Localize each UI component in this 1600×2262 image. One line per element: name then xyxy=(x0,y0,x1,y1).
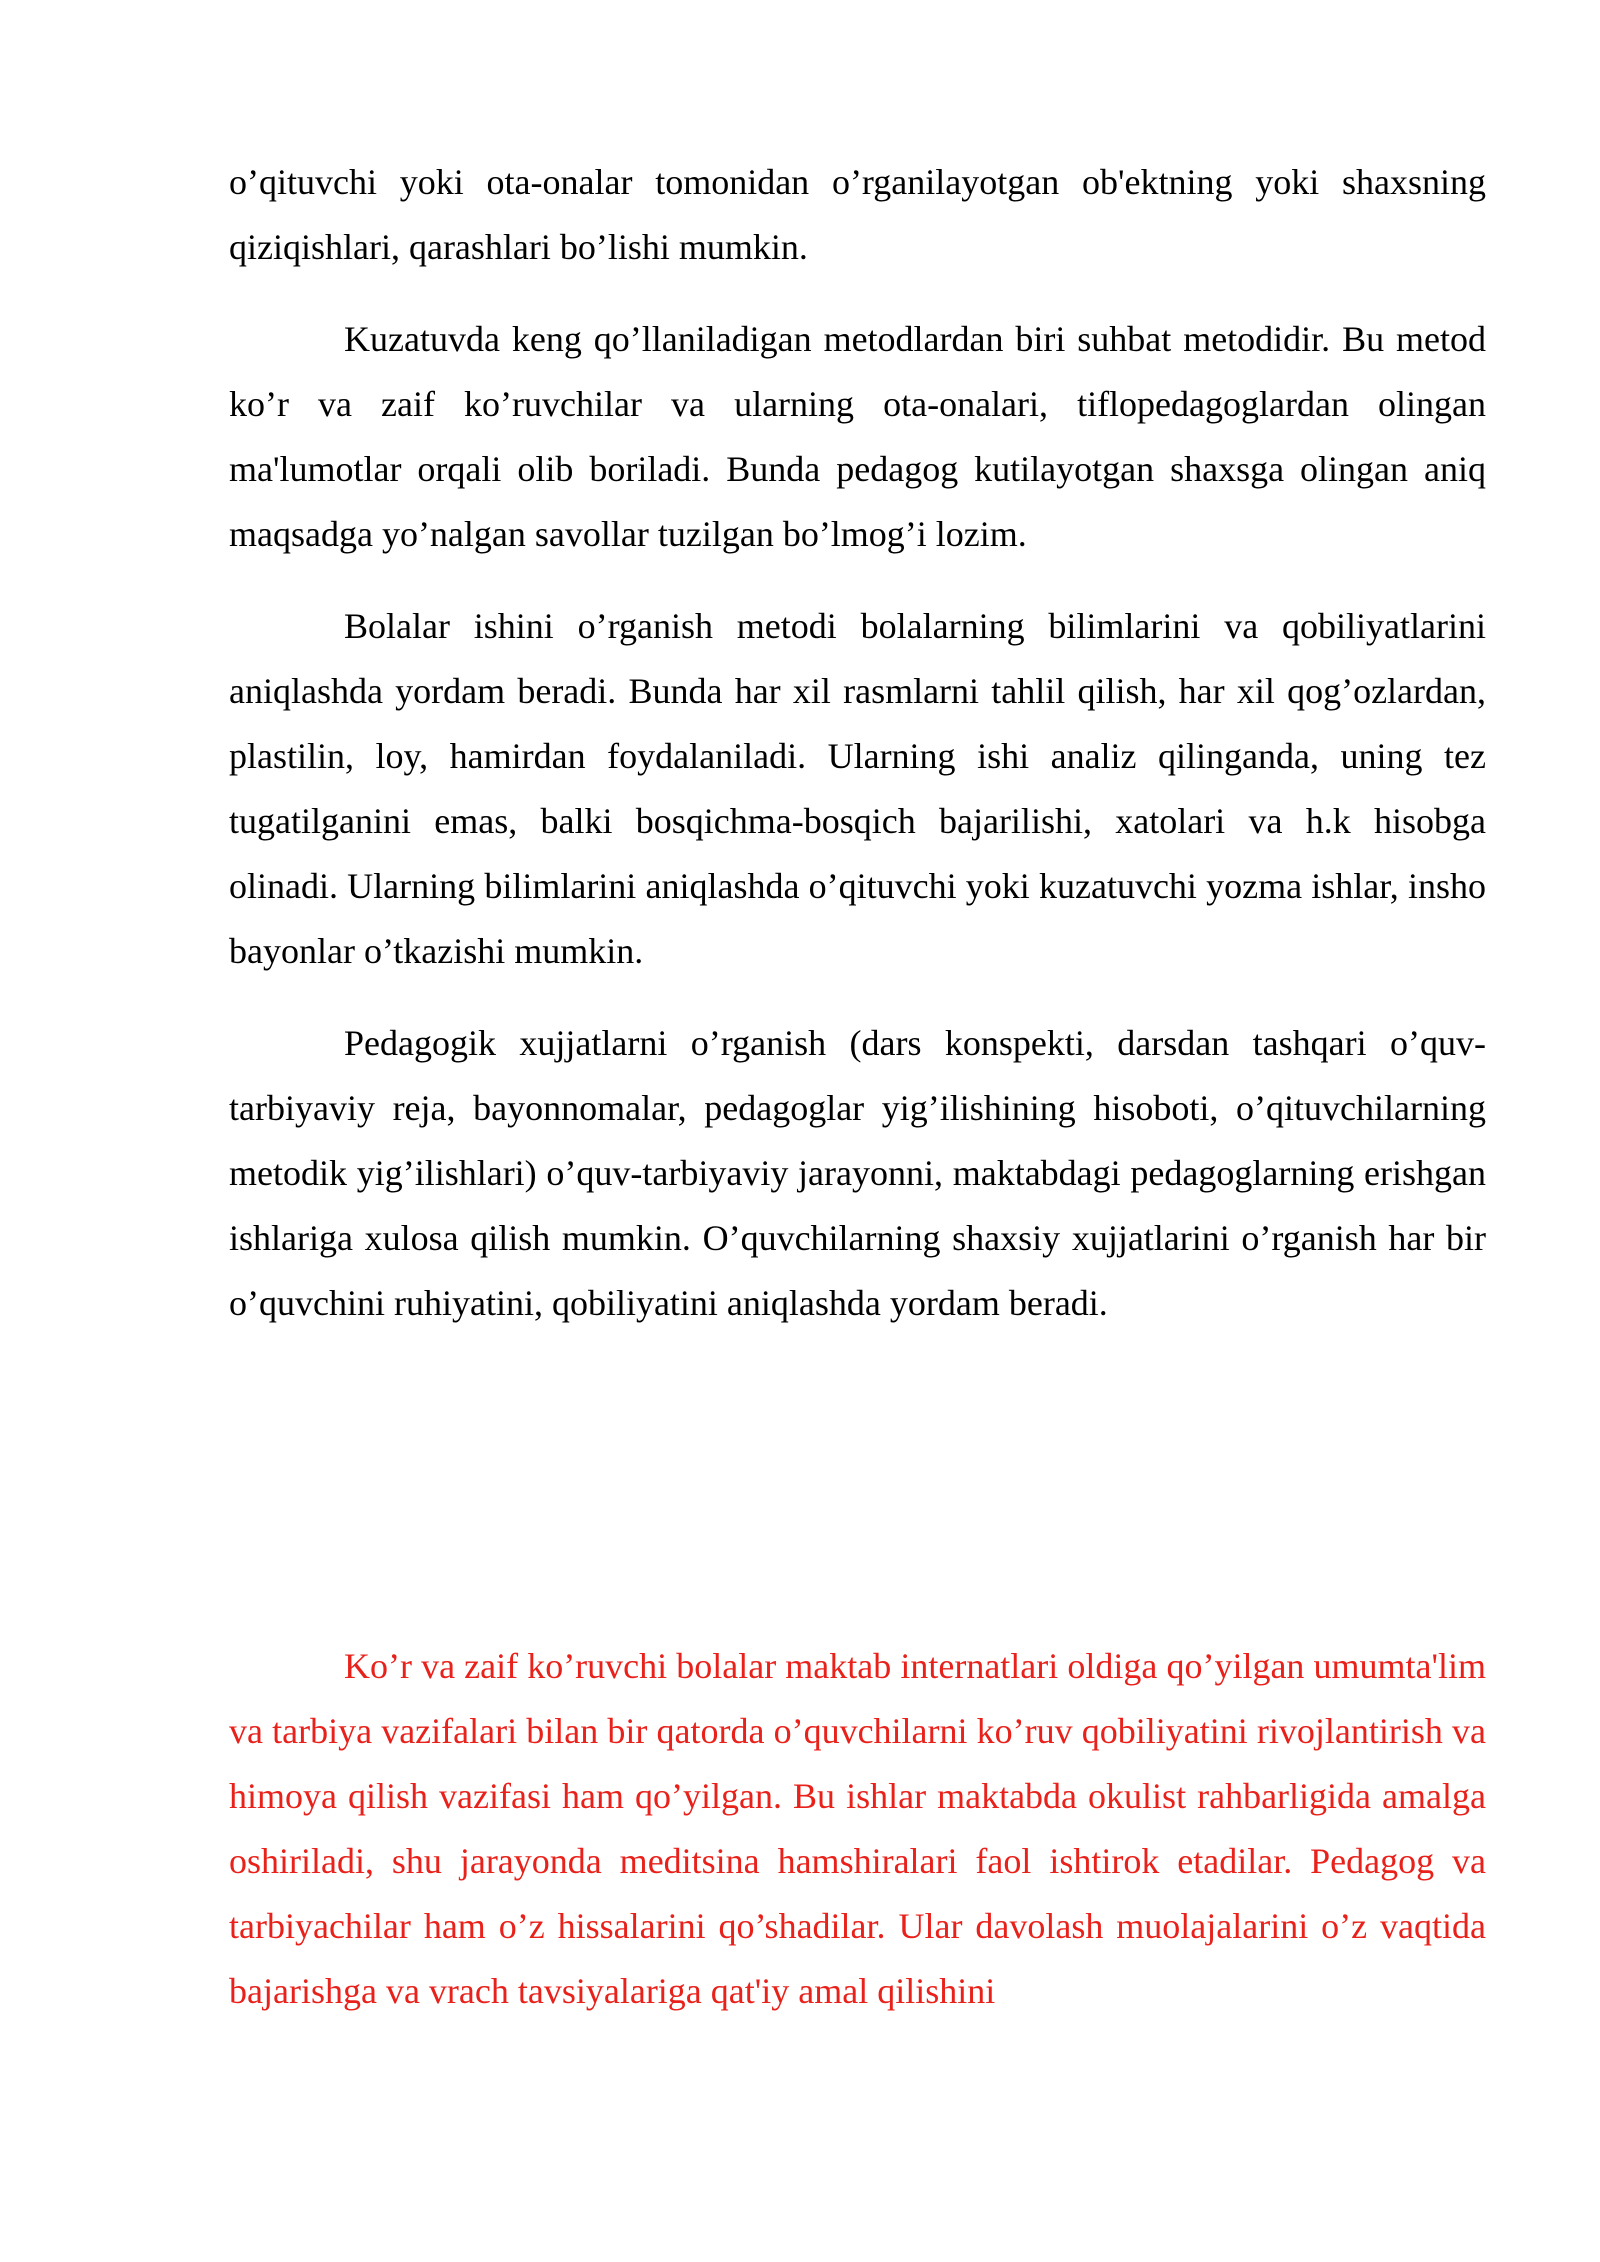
blank-space xyxy=(229,1336,1486,1634)
document-page xyxy=(229,150,1486,2024)
paragraph-3: Bolalar ishini o’rganish metodi bolalarning bilimlarini va qobiliyatlarini aniqlashda yordam beradi. Bunda har xil rasmlarni tahlil qilish, har xil qog’ozlardan, plastilin, loy, hamirdan foydalaniladi. Ularning ishi analiz qilinganda, uning tez tugatilganini emas, balki bosqichma-bosqich bajarilishi, xatolari va h.k hisobga olinadi. Ularning bilimlarini aniqlashda o’qituvchi yoki kuzatuvchi yozma ishlar, insho bayonlar o’tkazishi mumkin. xyxy=(229,606,1486,971)
paragraph-4: Pedagogik xujjatlarni o’rganish (dars konspekti, darsdan tashqari o’quv-tarbiyaviy reja, bayonnomalar, pedagoglar yig’ilishining hisoboti, o’qituvchilarning metodik yig’ilishlari) o’quv-tarbiyaviy jarayonni, maktabdagi pedagoglarning erishgan ishlariga xulosa qilish mumkin. O’quvchilarning shaxsiy xujjatlarini o’rganish har bir o’quvchini ruhiyatini, qobiliyatini aniqlashda yordam beradi. xyxy=(229,1023,1486,1323)
paragraph-1: o’qituvchi yoki ota-onalar tomonidan o’rganilayotgan ob'ektning yoki shaxsning qiziqishlari, qarashlari bo’lishi mumkin. xyxy=(229,162,1486,267)
paragraph-2: Kuzatuvda keng qo’llaniladigan metodlardan biri suhbat metodidir. Bu metod ko’r va zaif ko’ruvchilar va ularning ota-onalari, tiflopedagoglardan olingan ma'lumotlar orqali olib boriladi. Bunda pedagog kutilayotgan shaxsga olingan aniq maqsadga yo’nalgan savollar tuzilgan bo’lmog’i lozim. xyxy=(229,319,1486,554)
paragraph-5-highlighted: Ko’r va zaif ko’ruvchi bolalar maktab internatlari oldiga qo’yilgan umumta'lim va tarbiya vazifalari bilan bir qatorda o’quvchilarni ko’ruv qobiliyatini rivojlantirish va himoya qilish vazifasi ham qo’yilgan. Bu ishlar maktabda okulist rahbarligida amalga oshiriladi, shu jarayonda meditsina hamshiralari faol ishtirok etadilar. Pedagog va tarbiyachilar ham o’z hissalarini qo’shadilar. Ular davolash muolajalarini o’z vaqtida bajarishga va vrach tavsiyalariga qat'iy amal qilishini xyxy=(229,1646,1486,2011)
